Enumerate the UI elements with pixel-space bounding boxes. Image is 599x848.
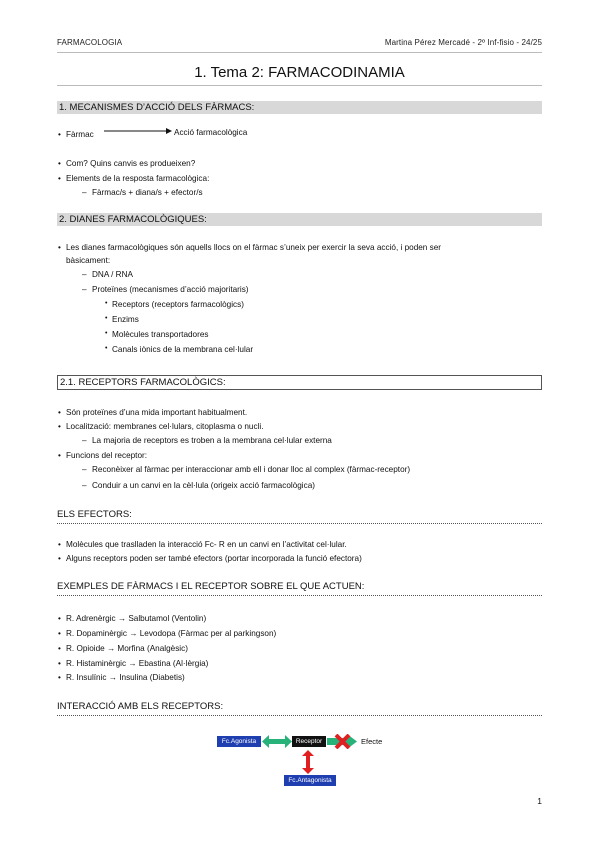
section-2-1-heading: 2.1. RECEPTORS FARMACOLÒGICS: <box>57 375 542 390</box>
localitzacio-text: : membranes cel·lulars, citoplasma o nucli. <box>108 422 264 431</box>
efectors-bullet-2: • Alguns receptors poden ser també efectors (portar incorporada la funció efectora) <box>66 554 362 563</box>
s2-sub-1: • Receptors (receptors farmacològics) <box>112 300 244 309</box>
interaccio-heading: INTERACCIÓ AMB ELS RECEPTORS: <box>57 701 542 716</box>
page-title: 1. Tema 2: FARMACODINAMIA <box>194 64 405 81</box>
header-divider <box>57 52 542 53</box>
receptor-box: Receptor <box>292 736 326 747</box>
s2-dash-2: – Proteïnes (mecanismes d’acció majoritaris) <box>92 285 249 294</box>
s2-sub-3: • Molècules transportadores <box>112 330 208 339</box>
s2-sub-2: • Enzims <box>112 315 139 324</box>
blocked-arrow-icon <box>327 734 357 749</box>
s21-dash-1: – La majoria de receptors es troben a la membrana cel·lular externa <box>92 436 332 445</box>
double-arrow-icon <box>262 734 292 749</box>
section-2-heading: 2. DIANES FARMACOLÒGIQUES: <box>57 213 542 226</box>
s21-dash-3: – Conduir a un canvi en la cèl·lula (origeix acció farmacològica) <box>92 481 315 490</box>
efecte-label: Efecte <box>361 737 383 746</box>
title-divider <box>57 85 542 86</box>
header-left: FARMACOLOGIA <box>57 38 123 47</box>
localitzacio-label: Localització <box>66 422 109 431</box>
s1-bullet-2: • Elements de la resposta farmacològica: <box>66 174 209 183</box>
s2-dash-1: – DNA / RNA <box>92 270 133 279</box>
header-right: Martina Pérez Mercadé - 2º Inf-fisio - 24/25 <box>384 38 542 47</box>
exemple-item: • R. Insulínic → Insulina (Diabetis) <box>66 673 185 682</box>
efectors-bullet-1: • Molècules que traslladen la interacció Fc- R en un canvi en l’activitat cel·lular. <box>66 540 347 549</box>
s1-dash-1: – Fàrmac/s + diana/s + efector/s <box>92 188 203 197</box>
arrow-right-icon <box>104 126 172 136</box>
s2-para-line-1: • Les dianes farmacològiques són aquells llocs on el fàrmac s’uneix per exercir la seva acció, i poden ser <box>66 243 441 252</box>
section-1-heading: 1. MECANISMES D’ACCIÓ DELS FÀRMACS: <box>57 101 542 114</box>
exemple-item: • R. Adrenèrgic → Salbutamol (Ventolin) <box>66 614 206 623</box>
s2-para-line-2: bàsicament: <box>66 256 111 265</box>
antagonista-box: Fc.Antagonista <box>284 775 336 786</box>
exemple-item: • R. Histaminèrgic → Ebastina (Al·lèrgia) <box>66 659 208 668</box>
s1-bullet-1: • Com? Quins canvis es produeixen? <box>66 159 195 168</box>
s2-sub-4: • Canals iònics de la membrana cel·lular <box>112 345 253 354</box>
s21-bullet-2 <box>66 422 264 431</box>
farmac-label: • Fàrmac <box>66 130 94 139</box>
exemple-item: • R. Opioide → Morfina (Analgèsic) <box>66 644 188 653</box>
s21-bullet-3: • Funcions del receptor: <box>66 451 147 460</box>
exemples-heading: EXEMPLES DE FÀRMACS I EL RECEPTOR SOBRE EL QUE ACTUEN: <box>57 581 542 596</box>
page-number: 1 <box>537 796 542 806</box>
vertical-double-arrow-icon <box>302 750 314 774</box>
s21-dash-2: – Reconèixer al fàrmac per interaccionar amb ell i donar lloc al complex (fàrmac-receptor) <box>92 465 410 474</box>
exemple-item: • R. Dopaminèrgic → Levodopa (Fàrmac per al parkingson) <box>66 629 276 638</box>
agonista-box: Fc.Agonista <box>217 736 261 747</box>
s21-bullet-1: • Són proteïnes d’una mida important habitualment. <box>66 408 247 417</box>
efectors-heading: ELS EFECTORS: <box>57 509 542 524</box>
accio-label: Acció farmacològica <box>174 128 248 137</box>
